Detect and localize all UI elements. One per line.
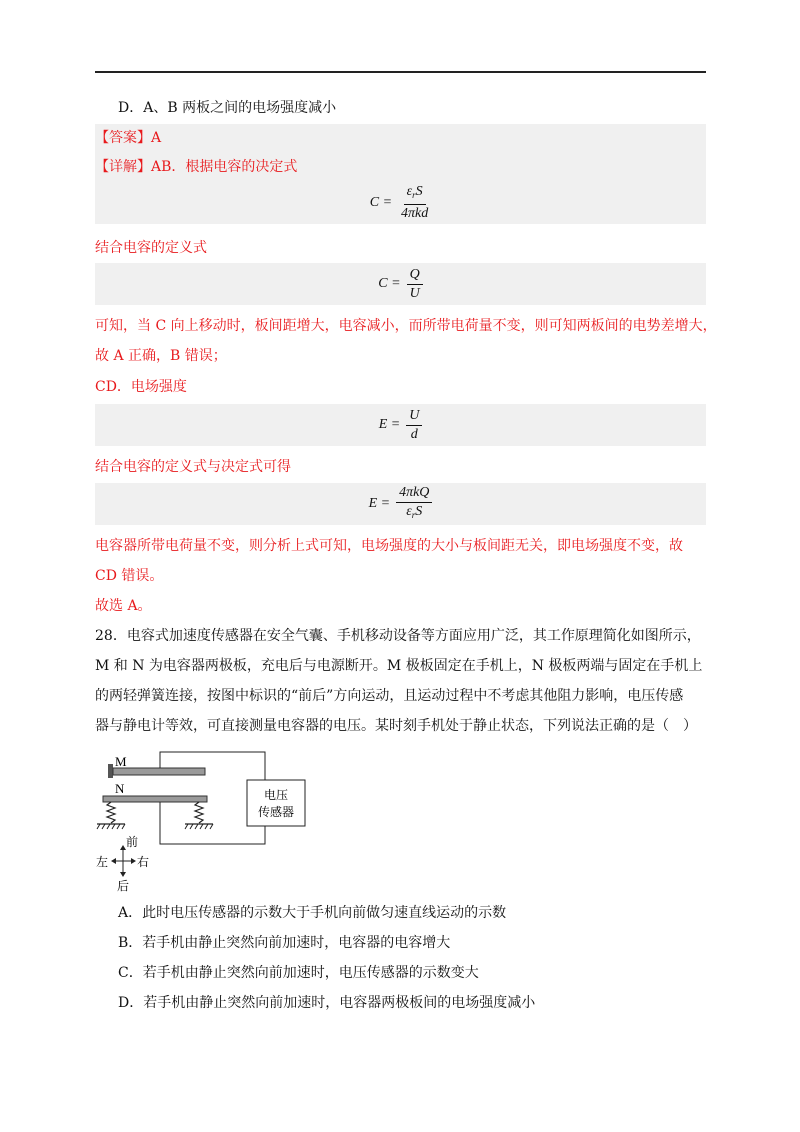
q28-line-3: 的两轻弹簧连接，按图中标识的“前后”方向运动，且运动过程中不考虑其他阻力影响，电压传感	[95, 688, 684, 704]
q28-option-b: B．若手机由静止突然向前加速时，电容器的电容增大	[118, 935, 451, 951]
q28-option-c: C．若手机由静止突然向前加速时，电压传感器的示数变大	[118, 965, 479, 981]
n-plate	[103, 796, 207, 802]
q28-line-1: 28．电容式加速度传感器在安全气囊、手机移动设备等方面应用广泛，其工作原理简化如图所示，	[95, 628, 701, 644]
formula-capacitance-definition	[95, 264, 706, 304]
formula1-num-tail: S	[415, 184, 423, 199]
dir-front: 前	[126, 835, 139, 849]
cd-intro: CD．电场强度	[95, 379, 187, 395]
formula3-lhs: E =	[378, 417, 401, 432]
formula2-lhs: C =	[378, 276, 401, 291]
m-plate-mount	[108, 764, 113, 778]
dir-left: 左	[96, 855, 109, 869]
left-spring	[107, 802, 115, 823]
left-ground-hatch	[97, 824, 125, 829]
q28-line-2: M 和 N 为电容器两极板，充电后与电源断开。M 极板固定在手机上，N 极板两端与固定在手机上	[95, 658, 703, 674]
formula-capacitance-determinant	[95, 184, 706, 222]
q28-line-4: 器与静电计等效，可直接测量电容器的电压。某时刻手机处于静止状态，下列说法正确的是（ ）	[95, 718, 697, 734]
right-ground-hatch	[185, 824, 213, 829]
q28-option-a: A．此时电压传感器的示数大于手机向前做匀速直线运动的示数	[118, 905, 507, 921]
formula1-den: 4πkd	[401, 206, 429, 221]
sensor-label-1: 电压	[263, 788, 289, 802]
formula4-den: ε	[406, 504, 412, 519]
conclusion-line-1: 可知，当 C 向上移动时，板间距增大，电容减小，而所带电荷量不变，则可知两板间的电势差增大，	[95, 318, 717, 334]
capacitor-sensor-diagram	[95, 746, 325, 894]
formula-field-derived	[95, 484, 706, 524]
formula2-den: U	[409, 285, 420, 301]
formula-field-strength	[95, 405, 706, 445]
formula1-num-sub: r	[412, 190, 416, 200]
final-choice: 故选 A。	[95, 598, 152, 614]
formula1-lhs: C =	[369, 195, 393, 210]
formula4-lhs: E =	[368, 496, 391, 511]
m-plate	[113, 768, 205, 775]
right-spring	[195, 802, 203, 823]
formula3-num: U	[406, 408, 422, 426]
dir-right: 右	[137, 855, 150, 869]
final-line-2: CD 错误。	[95, 568, 164, 584]
formula2-num: Q	[407, 267, 423, 285]
label-n: N	[115, 781, 125, 796]
formula1-num: ε	[406, 184, 413, 199]
formula4-den-tail: S	[415, 504, 423, 519]
combine-definition-text: 结合电容的定义式	[95, 240, 207, 256]
formula3-den: d	[410, 426, 418, 442]
combine-both-text: 结合电容的定义式与决定式可得	[95, 459, 291, 475]
sensor-label-2: 传感器	[257, 805, 295, 819]
conclusion-line-2: 故 A 正确，B 错误；	[95, 348, 227, 364]
label-m: M	[115, 754, 127, 769]
answer-label: 【答案】A	[95, 130, 162, 146]
q28-option-d: D．若手机由静止突然向前加速时，电容器两极板间的电场强度减小	[118, 995, 536, 1011]
prev-option-d: D．A、B 两板之间的电场强度减小	[118, 100, 337, 116]
final-line-1: 电容器所带电荷量不变，则分析上式可知，电场强度的大小与板间距无关，即电场强度不变，故	[95, 538, 683, 554]
formula4-num: 4πkQ	[396, 485, 432, 503]
header-rule	[95, 71, 706, 73]
detail-intro: 【详解】AB．根据电容的决定式	[95, 159, 298, 175]
formula4-den-sub: r	[411, 510, 416, 520]
voltage-sensor-box	[247, 780, 305, 826]
dir-back: 后	[117, 879, 130, 893]
